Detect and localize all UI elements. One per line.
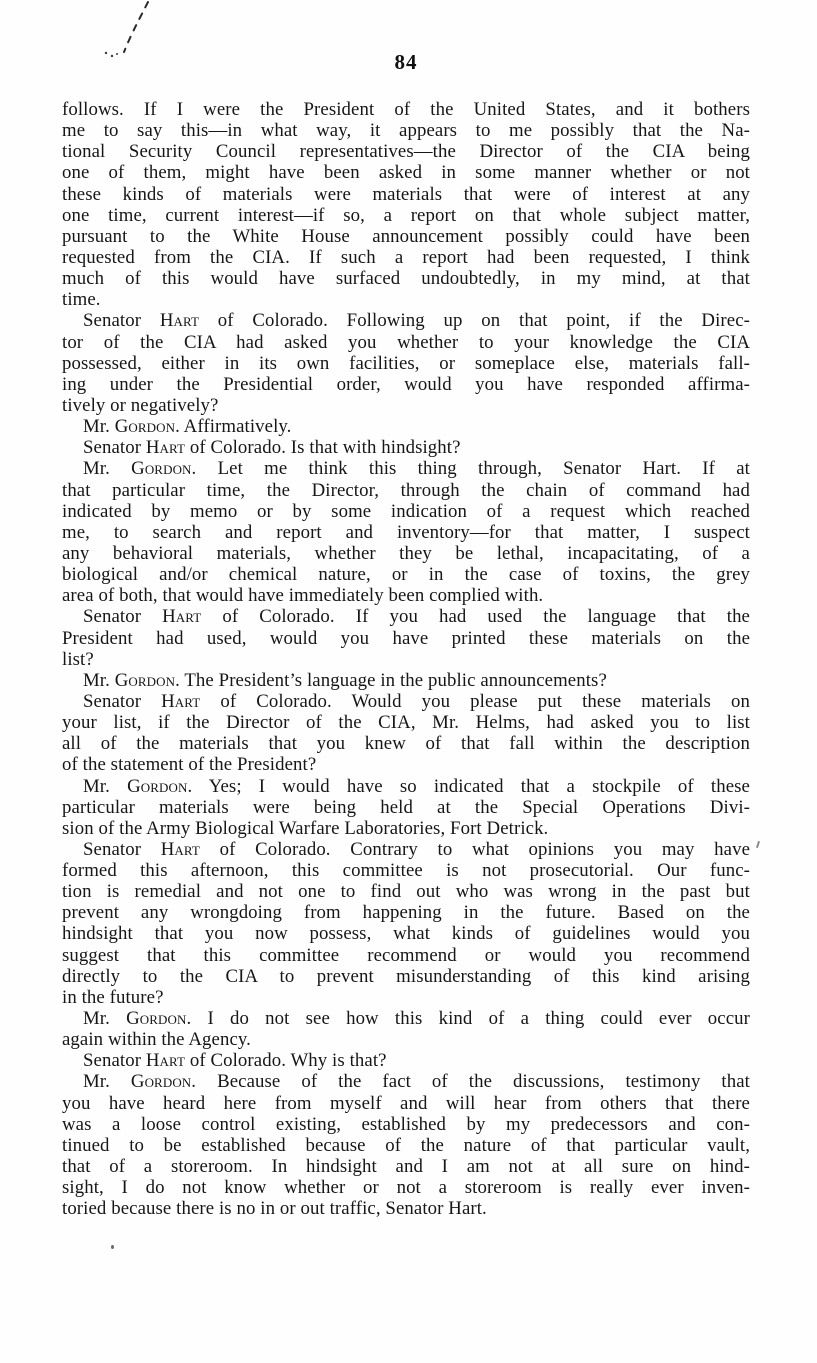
text-segment: of the statement of the President?	[62, 754, 317, 776]
text-segment: Senator	[83, 437, 146, 459]
text-line	[62, 585, 750, 606]
text-segment: Senator	[83, 838, 161, 860]
paragraph	[62, 670, 750, 691]
text-line	[62, 1135, 750, 1156]
text-line	[62, 205, 750, 226]
text-segment: was a loose control existing, established by my predecessors and con-	[62, 1113, 750, 1135]
text-line	[62, 712, 750, 733]
text-segment: Senator	[83, 310, 160, 332]
text-segment: Senator	[83, 690, 162, 712]
text-line	[62, 522, 750, 543]
paragraph	[62, 458, 750, 606]
text-line	[62, 120, 750, 141]
paragraph	[62, 310, 750, 416]
text-segment: of Colorado. If you had used the language that the	[201, 606, 750, 628]
text-line	[62, 501, 750, 522]
text-line	[62, 902, 750, 923]
text-segment: your list, if the Director of the CIA, Mr. Helms, had asked you to list	[62, 712, 750, 734]
text-line	[62, 353, 750, 374]
speaker-name: Hart	[160, 838, 200, 860]
text-segment: me, to search and report and inventory—for that matter, I suspect	[62, 521, 750, 543]
speaker-name: Gordon	[127, 775, 188, 797]
text-segment: . The President’s language in the public announcements?	[175, 669, 607, 691]
text-segment: tinued to be established because of the nature of that particular vault,	[62, 1134, 750, 1156]
text-segment: me to say this—in what way, it appears to me possibly that the Na-	[62, 120, 750, 142]
text-segment: one of them, might have been asked in some manner whether or not	[62, 162, 750, 184]
text-line	[62, 839, 750, 860]
speaker-name: Gordon	[130, 1071, 192, 1093]
text-segment: Mr.	[83, 458, 132, 480]
text-line	[62, 226, 750, 247]
text-line	[62, 162, 750, 183]
speaker-name: Gordon	[131, 458, 192, 480]
text-line	[62, 797, 750, 818]
text-segment: . Yes; I would have so indicated that a stockpile of these	[187, 775, 750, 797]
text-segment: President had used, would you have printed these materials on the	[62, 627, 750, 649]
text-line	[62, 923, 750, 944]
text-segment: hindsight that you now possess, what kinds of guidelines would you	[62, 923, 750, 945]
text-segment: that particular time, the Director, through the chain of command had	[62, 479, 750, 501]
paragraph	[62, 1008, 750, 1050]
text-segment: of Colorado. Is that with hindsight?	[185, 437, 461, 459]
text-segment: Mr.	[83, 775, 128, 797]
text-segment: of Colorado. Following up on that point, if the Direc-	[199, 310, 750, 332]
text-line	[62, 966, 750, 987]
text-segment: possessed, either in its own facilities, or someplace else, materials fall-	[62, 352, 750, 374]
text-segment: Mr.	[83, 1008, 127, 1030]
text-segment: ing under the Presidential order, would you have responded affirma-	[62, 373, 750, 395]
text-segment: requested from the CIA. If such a report had been requested, I think	[62, 246, 750, 268]
text-line	[62, 184, 750, 205]
paragraph	[62, 606, 750, 669]
text-segment: Mr.	[83, 1071, 131, 1093]
text-line	[62, 416, 750, 437]
text-line	[62, 543, 750, 564]
paragraph	[62, 1050, 750, 1071]
text-line	[62, 1008, 750, 1029]
text-segment: . Affirmatively.	[175, 416, 292, 438]
text-segment: formed this afternoon, this committee is not prosecutorial. Our func-	[62, 860, 750, 882]
text-segment: list?	[62, 648, 94, 670]
text-line	[62, 606, 750, 627]
text-segment: time.	[62, 289, 101, 311]
text-line	[62, 776, 750, 797]
text-segment: all of the materials that you knew of that fall within the description	[62, 733, 750, 755]
text-segment: sion of the Army Biological Warfare Laboratories, Fort Detrick.	[62, 817, 549, 839]
text-line	[62, 1093, 750, 1114]
text-segment: area of both, that would have immediately been complied with.	[62, 585, 544, 607]
speaker-name: Gordon	[114, 669, 176, 691]
text-line	[62, 141, 750, 162]
text-segment: biological and/or chemical nature, or in the case of toxins, the grey	[62, 564, 750, 586]
paragraph	[62, 839, 750, 1008]
text-line	[62, 691, 750, 712]
text-segment: any behavioral materials, whether they be lethal, incapacitating, of a	[62, 542, 750, 564]
text-line	[62, 1029, 750, 1050]
speaker-name: Hart	[145, 437, 186, 459]
text-segment: Mr.	[83, 416, 115, 438]
text-line	[62, 395, 750, 416]
text-segment: indicated by memo or by some indication of a request which reached	[62, 500, 750, 522]
text-line	[62, 860, 750, 881]
text-segment: tion is remedial and not one to find out who was wrong in the past but	[62, 881, 750, 903]
text-segment: pursuant to the White House announcement possibly could have been	[62, 225, 750, 247]
text-line	[62, 268, 750, 289]
text-line	[62, 987, 750, 1008]
text-line	[62, 1177, 750, 1198]
text-line	[62, 374, 750, 395]
speaker-name: Hart	[159, 310, 200, 332]
page-number: 84	[394, 50, 418, 74]
text-segment: tively or negatively?	[62, 394, 219, 416]
text-line	[62, 733, 750, 754]
text-segment: much of this would have surfaced undoubtedly, in my mind, at that	[62, 268, 750, 290]
text-line	[62, 945, 750, 966]
text-segment: toried because there is no in or out traffic, Senator Hart.	[62, 1198, 487, 1220]
text-line	[62, 628, 750, 649]
text-segment: . I do not see how this kind of a thing could ever occur	[186, 1008, 750, 1030]
text-segment: tional Security Council representatives—the Director of the CIA being	[62, 141, 750, 163]
text-line	[62, 437, 750, 458]
text-line	[62, 289, 750, 310]
text-line	[62, 247, 750, 268]
ink-speck	[756, 841, 760, 848]
text-segment: . Because of the fact of the discussions, testimony that	[191, 1071, 750, 1093]
text-segment: of Colorado. Would you please put these materials on	[200, 690, 750, 712]
speaker-name: Hart	[161, 690, 201, 712]
text-segment: again within the Agency.	[62, 1029, 251, 1051]
paragraph	[62, 99, 750, 310]
text-line	[62, 881, 750, 902]
text-line	[62, 818, 750, 839]
text-segment: . Let me think this thing through, Senator Hart. If at	[191, 458, 750, 480]
text-segment: follows. If I were the President of the United States, and it bothers	[62, 99, 750, 120]
text-segment: in the future?	[62, 986, 164, 1008]
text-line	[62, 1156, 750, 1177]
text-line	[62, 1071, 750, 1092]
text-line	[62, 99, 750, 120]
text-segment: one time, current interest—if so, a report on that whole subject matter,	[62, 204, 750, 226]
text-segment: of Colorado. Contrary to what opinions you may have	[199, 838, 751, 860]
text-line	[62, 1198, 750, 1219]
text-segment: that of a storeroom. In hindsight and I am not at all sure on hind-	[62, 1156, 750, 1178]
text-line	[62, 670, 750, 691]
text-line	[62, 480, 750, 501]
paragraph	[62, 416, 750, 437]
speaker-name: Hart	[145, 1050, 186, 1072]
text-segment: these kinds of materials were materials that were of interest at any	[62, 183, 750, 205]
page-text	[62, 99, 750, 1219]
text-segment: tor of the CIA had asked you whether to your knowledge the CIA	[62, 331, 750, 353]
ink-speck	[111, 1245, 114, 1249]
paragraph	[62, 1071, 750, 1219]
text-line	[62, 564, 750, 585]
text-line	[62, 332, 750, 353]
text-line	[62, 458, 750, 479]
text-line	[62, 310, 750, 331]
paragraph	[62, 691, 750, 776]
text-segment: suggest that this committee recommend or would you recommend	[62, 944, 750, 966]
text-segment: directly to the CIA to prevent misunderstanding of this kind arising	[62, 965, 750, 987]
text-segment: of Colorado. Why is that?	[185, 1050, 387, 1072]
text-segment: Senator	[83, 1050, 146, 1072]
text-line	[62, 1050, 750, 1071]
text-segment: particular materials were being held at the Special Operations Divi-	[62, 796, 750, 818]
text-segment: prevent any wrongdoing from happening in the future. Based on the	[62, 902, 750, 924]
text-line	[62, 1114, 750, 1135]
text-segment: Senator	[83, 606, 163, 628]
speaker-name: Gordon	[126, 1008, 187, 1030]
text-segment: Mr.	[83, 669, 115, 691]
paragraph	[62, 437, 750, 458]
text-segment: you have heard here from myself and will hear from others that there	[62, 1092, 750, 1114]
paragraph	[62, 776, 750, 839]
text-line	[62, 649, 750, 670]
speaker-name: Hart	[162, 606, 202, 628]
text-line	[62, 754, 750, 775]
speaker-name: Gordon	[114, 416, 176, 438]
text-segment: sight, I do not know whether or not a storeroom is really ever inven-	[62, 1177, 750, 1199]
